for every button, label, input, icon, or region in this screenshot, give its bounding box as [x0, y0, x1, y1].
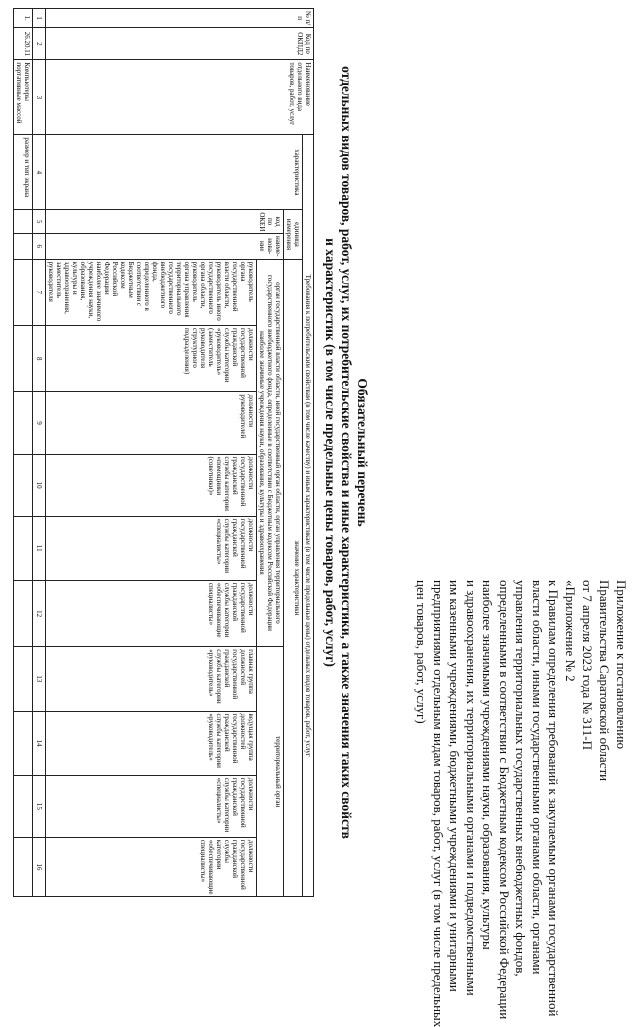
rule-line-8: им казенными учреждениями, бюджетными учреждениями и унитарными — [447, 580, 463, 992]
header-col-16: должности государственной гражданской службы категории «обеспечивающие специалисты» — [46, 837, 257, 896]
table-header-row-1 — [303, 9, 314, 897]
empty-cell — [14, 454, 33, 516]
empty-cell — [14, 711, 33, 775]
header-col-10: должности государственной гражданской службы категории «помощники (советники)» — [46, 454, 257, 516]
appendix-header — [579, 580, 630, 781]
appendix-line-2: Правительства Саратовской области — [597, 580, 612, 782]
rule-line-5: определенными в соответствии с Бюджетным кодексом Российской Федерации — [497, 580, 512, 1020]
col-index: 3 — [33, 60, 46, 135]
empty-cell — [14, 326, 33, 392]
header-col-14: ведущая группа должностей государственной гражданской службы категории «руководитель» — [46, 711, 257, 775]
row-name: Компьютеры портативные массой — [14, 60, 33, 135]
header-unit-code: код по ОКЕИ — [46, 210, 284, 234]
header-num: № п/п — [46, 9, 314, 28]
header-group-a: орган государственной власти области, иной государственный орган области, орган управления территориального государственного внебюджетного фонда, определенные в соответствии с Бюджетным кодексом Российской Федерации наиболее значимые учреждения науки, образования, культуры и здравоохранения — [257, 259, 284, 647]
header-group-b: территориальный орган — [257, 647, 284, 897]
empty-cell — [14, 775, 33, 837]
col-index: 13 — [33, 647, 46, 711]
rule-line-4: управления территориальных государственных внебюджетных фондов, — [513, 580, 529, 977]
col-index: 10 — [33, 454, 46, 516]
heading-line-3: и характеристик (в том числе предельные цены товаров, работ, услуг) — [323, 238, 338, 667]
requirements-table — [13, 8, 314, 897]
col-index: 7 — [33, 259, 46, 325]
col-index: 14 — [33, 711, 46, 775]
list-heading — [322, 0, 370, 905]
col-index: 8 — [33, 326, 46, 392]
header-col-8: должности государственной гражданской службы категории «руководитель» (заместитель руководителя структурного подразделения) — [46, 326, 257, 392]
col-index: 11 — [33, 516, 46, 580]
header-col-7: руководитель органа государственной власти области, руководитель иного государственного органа области, руководитель органа управления территориального государственного внебюджетного фонда, определенного в соответствии с Бюджетным кодексом Российской Федерации наиболее значимого учреждения науки, образования, культуры и здравоохранения, заместитель руководителя — [46, 259, 257, 325]
col-index: 5 — [33, 210, 46, 234]
col-index: 4 — [33, 135, 46, 210]
col-index: 1 — [33, 9, 46, 28]
row-okpd: 26.20.11 — [14, 28, 33, 60]
header-values: значение характеристики — [284, 259, 303, 896]
appendix-line-3: от 7 апреля 2023 года № 311-П — [580, 580, 595, 750]
col-index: 2 — [33, 28, 46, 60]
rule-line-1: «Приложение № 2 — [563, 580, 578, 682]
empty-cell — [14, 259, 33, 325]
header-col-11: должности государственной гражданской службы категории «специалисты» — [46, 516, 257, 580]
empty-cell — [14, 210, 33, 234]
rule-line-2: к Правилам определения требований к закупаемым органами государственной — [546, 580, 562, 1017]
header-col-12: должности государственной гражданской службы категории «обеспечивающие специалисты» — [46, 580, 257, 646]
col-index: 12 — [33, 580, 46, 646]
header-unit-name: наиме-нова-ние — [46, 233, 284, 259]
table-row — [14, 9, 33, 897]
header-okpd: Код по ОКПД2 — [46, 28, 314, 60]
col-index: 16 — [33, 837, 46, 896]
col-index: 9 — [33, 392, 46, 454]
header-unit: единица измерения — [284, 210, 303, 259]
empty-cell — [14, 233, 33, 259]
header-name: Наименование отдельного вида товаров, работ, услуг — [46, 60, 314, 135]
header-col-15: должности государственной гражданской службы категории «специалисты» — [46, 775, 257, 837]
header-col-13: главная группа должностей государственной гражданской службы категории «руководитель» — [46, 647, 257, 711]
header-characteristic: характеристика — [46, 135, 303, 210]
rule-line-3: власти области, иными государственными органами области, органами — [530, 580, 545, 975]
rule-reference — [413, 145, 578, 1027]
empty-cell — [14, 392, 33, 454]
rule-line-10: цен товаров, работ, услуг) — [414, 580, 430, 724]
header-col-9: должности руководителей — [46, 392, 257, 454]
appendix-line-1: Приложение к постановлению — [614, 580, 629, 750]
column-index-row — [33, 9, 46, 897]
rule-line-6: наиболее значимыми учреждениями науки, образования, культуры — [480, 580, 496, 950]
table-header-row-2 — [284, 9, 303, 897]
col-index: 15 — [33, 775, 46, 837]
rule-line-7: и здравоохранения, их территориальными органами и подведомственными — [464, 580, 479, 996]
row-num: 1. — [14, 9, 33, 28]
header-requirements: Требования к потребительским свойствам (в том числе качеству) и иным характеристикам (в том числе предельные цены) отдельных видов товаров, работ, услуг — [303, 135, 314, 897]
heading-line-1: Обязательный перечень — [355, 378, 370, 527]
heading-line-2: отдельных видов товаров, работ, услуг, их потребительские свойства и иные характеристики, а также значения таких свойств — [339, 66, 354, 839]
empty-cell — [14, 837, 33, 896]
row-characteristic: размер и тип экрана — [14, 135, 33, 210]
rule-line-9: предприятиями отдельным видам товаров, работ, услуг (в том числе предельных — [431, 580, 446, 1027]
empty-cell — [14, 516, 33, 580]
col-index: 6 — [33, 233, 46, 259]
empty-cell — [14, 647, 33, 711]
empty-cell — [14, 580, 33, 646]
